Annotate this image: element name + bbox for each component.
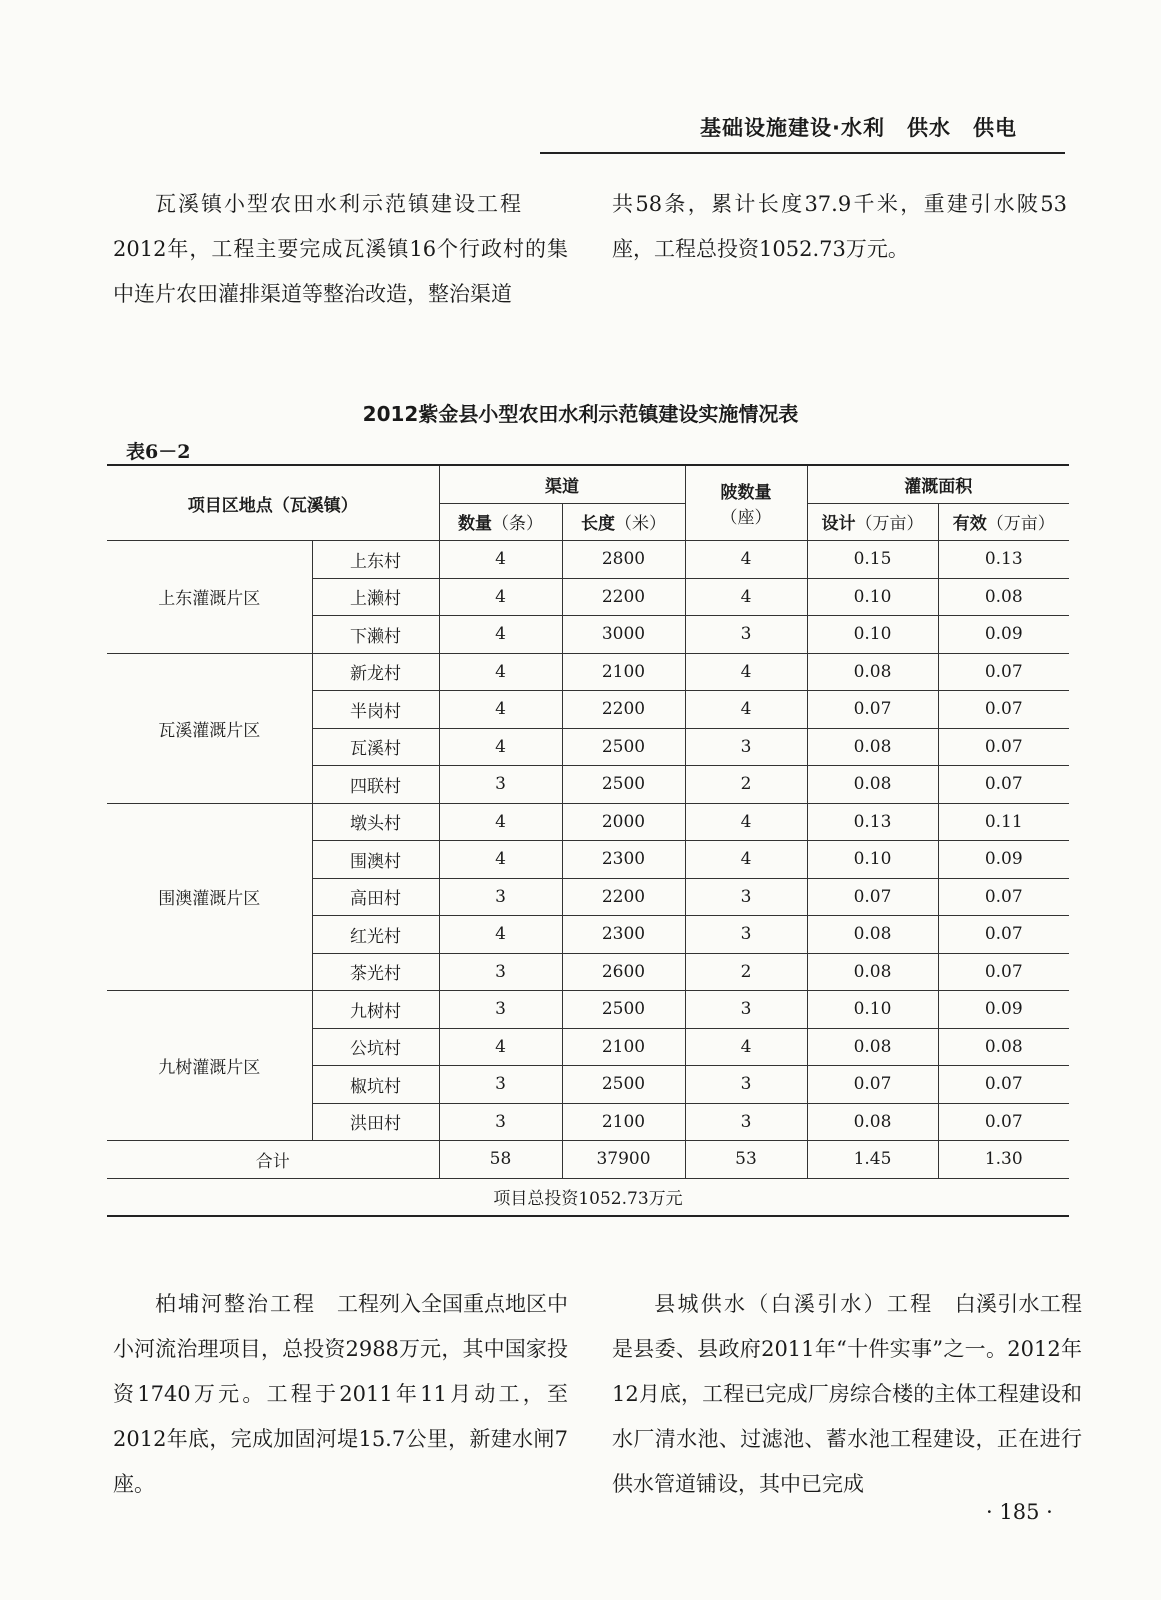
cell-count: 4 <box>439 541 562 579</box>
cell-length: 2100 <box>562 1028 685 1066</box>
cell-count: 3 <box>439 991 562 1029</box>
cell-count: 4 <box>439 578 562 616</box>
village-name: 围澳村 <box>312 841 439 879</box>
table-body <box>107 541 1069 1141</box>
cell-length: 2500 <box>562 1066 685 1104</box>
lower-left-text: 工程列入全国重点地区中小河流治理项目，总投资2988万元，其中国家投资1740万元。工程于2011年11月动工，至2012年底，完成加固河堤15.7公里，新建水闸7座。 <box>113 1292 568 1496</box>
cell-count: 3 <box>439 878 562 916</box>
cell-effective: 0.07 <box>938 953 1069 991</box>
zone-name: 九树灌溉片区 <box>107 991 312 1141</box>
cell-effective: 0.09 <box>938 616 1069 654</box>
header-effective <box>938 503 1069 541</box>
cell-effective: 0.07 <box>938 766 1069 804</box>
table-label: 表6－2 <box>126 441 191 463</box>
header-length <box>562 503 685 541</box>
cell-design: 0.10 <box>807 616 938 654</box>
cell-design: 0.08 <box>807 653 938 691</box>
table-row <box>107 991 1069 1029</box>
table-row <box>107 541 1069 579</box>
total-design: 1.45 <box>807 1141 938 1179</box>
cell-count: 3 <box>439 1103 562 1141</box>
cell-effective: 0.07 <box>938 691 1069 729</box>
intro-section-title: 瓦溪镇小型农田水利示范镇建设工程 <box>155 192 523 216</box>
zone-name: 上东灌溉片区 <box>107 541 312 654</box>
cell-length: 2800 <box>562 541 685 579</box>
intro-left-column <box>113 182 568 317</box>
cell-weirs: 3 <box>685 1066 807 1104</box>
village-name: 红光村 <box>312 916 439 954</box>
cell-count: 4 <box>439 616 562 654</box>
village-name: 公坑村 <box>312 1028 439 1066</box>
header-rule <box>540 152 1065 154</box>
lower-right-title: 县城供水（白溪引水）工程 <box>654 1292 934 1316</box>
village-name: 高田村 <box>312 878 439 916</box>
lower-right-column <box>612 1282 1082 1507</box>
cell-count: 4 <box>439 1028 562 1066</box>
cell-count: 3 <box>439 766 562 804</box>
cell-length: 2100 <box>562 653 685 691</box>
cell-effective: 0.08 <box>938 578 1069 616</box>
cell-weirs: 3 <box>685 728 807 766</box>
cell-design: 0.08 <box>807 1028 938 1066</box>
lower-right-text: 白溪引水工程是县委、县政府2011年“十件实事”之一。2012年12月底，工程已完成厂房综合楼的主体工程建设和水厂清水池、过滤池、蓄水池工程建设，正在进行供水管道铺设，其中已完成 <box>612 1292 1083 1496</box>
lower-left-title: 柏埔河整治工程 <box>155 1292 316 1316</box>
cell-length: 2200 <box>562 691 685 729</box>
running-header: 基础设施建设·水利 供水 供电 <box>700 116 1017 140</box>
village-name: 半岗村 <box>312 691 439 729</box>
village-name: 椒坑村 <box>312 1066 439 1104</box>
total-length: 37900 <box>562 1141 685 1179</box>
cell-effective: 0.07 <box>938 728 1069 766</box>
cell-length: 2200 <box>562 578 685 616</box>
header-channel: 渠道 <box>439 465 685 503</box>
village-name: 上濑村 <box>312 578 439 616</box>
zone-name: 瓦溪灌溉片区 <box>107 653 312 803</box>
cell-design: 0.08 <box>807 1103 938 1141</box>
header-location: 项目区地点（瓦溪镇） <box>107 465 439 541</box>
cell-length: 2100 <box>562 1103 685 1141</box>
village-name: 墩头村 <box>312 803 439 841</box>
village-name: 新龙村 <box>312 653 439 691</box>
cell-effective: 0.09 <box>938 991 1069 1029</box>
cell-weirs: 2 <box>685 953 807 991</box>
cell-weirs: 4 <box>685 691 807 729</box>
cell-weirs: 4 <box>685 541 807 579</box>
cell-effective: 0.07 <box>938 916 1069 954</box>
cell-design: 0.08 <box>807 916 938 954</box>
intro-right-column <box>612 182 1067 272</box>
cell-length: 2500 <box>562 728 685 766</box>
cell-count: 4 <box>439 841 562 879</box>
cell-design: 0.07 <box>807 691 938 729</box>
cell-length: 2300 <box>562 916 685 954</box>
cell-design: 0.10 <box>807 841 938 879</box>
village-name: 四联村 <box>312 766 439 804</box>
cell-weirs: 3 <box>685 616 807 654</box>
total-count: 58 <box>439 1141 562 1179</box>
cell-design: 0.08 <box>807 953 938 991</box>
table-row <box>107 803 1069 841</box>
cell-design: 0.10 <box>807 578 938 616</box>
cell-count: 4 <box>439 916 562 954</box>
header-effective-label: 有效 <box>952 514 987 535</box>
village-name: 九树村 <box>312 991 439 1029</box>
cell-length: 2500 <box>562 766 685 804</box>
cell-length: 2000 <box>562 803 685 841</box>
cell-length: 2200 <box>562 878 685 916</box>
cell-weirs: 2 <box>685 766 807 804</box>
total-weirs: 53 <box>685 1141 807 1179</box>
cell-count: 4 <box>439 803 562 841</box>
header-weir-unit: （座） <box>720 508 772 528</box>
cell-weirs: 4 <box>685 841 807 879</box>
cell-design: 0.08 <box>807 766 938 804</box>
header-design-unit: （万亩） <box>855 514 924 535</box>
cell-count: 4 <box>439 728 562 766</box>
header-weir-label: 陂数量 <box>720 483 772 503</box>
header-irrigation: 灌溉面积 <box>807 465 1069 503</box>
cell-design: 0.13 <box>807 803 938 841</box>
header-effective-unit: （万亩） <box>986 514 1055 535</box>
cell-design: 0.07 <box>807 878 938 916</box>
header-count-unit: （条） <box>492 514 543 535</box>
cell-effective: 0.08 <box>938 1028 1069 1066</box>
cell-design: 0.10 <box>807 991 938 1029</box>
village-name: 洪田村 <box>312 1103 439 1141</box>
header-count-label: 数量 <box>458 514 492 535</box>
village-name: 茶光村 <box>312 953 439 991</box>
intro-right-text: 共58条，累计长度37.9千米，重建引水陂53座，工程总投资1052.73万元。 <box>612 192 1067 261</box>
cell-design: 0.07 <box>807 1066 938 1104</box>
table-row <box>107 653 1069 691</box>
cell-weirs: 3 <box>685 1103 807 1141</box>
cell-count: 4 <box>439 691 562 729</box>
cell-effective: 0.07 <box>938 1103 1069 1141</box>
cell-weirs: 4 <box>685 653 807 691</box>
total-label: 合计 <box>107 1141 439 1179</box>
cell-effective: 0.13 <box>938 541 1069 579</box>
village-name: 下濑村 <box>312 616 439 654</box>
cell-effective: 0.07 <box>938 1066 1069 1104</box>
cell-effective: 0.07 <box>938 878 1069 916</box>
table-title: 2012紫金县小型农田水利示范镇建设实施情况表 <box>362 402 799 426</box>
cell-count: 3 <box>439 953 562 991</box>
lower-left-column <box>113 1282 568 1507</box>
cell-design: 0.08 <box>807 728 938 766</box>
header-length-label: 长度 <box>581 514 615 535</box>
header-weir <box>685 465 807 541</box>
cell-design: 0.15 <box>807 541 938 579</box>
header-length-unit: （米） <box>615 514 666 535</box>
village-name: 上东村 <box>312 541 439 579</box>
cell-effective: 0.07 <box>938 653 1069 691</box>
cell-length: 2600 <box>562 953 685 991</box>
cell-count: 3 <box>439 1066 562 1104</box>
cell-effective: 0.11 <box>938 803 1069 841</box>
zone-name: 围澳灌溉片区 <box>107 803 312 991</box>
total-investment: 项目总投资1052.73万元 <box>107 1178 1069 1216</box>
cell-weirs: 4 <box>685 1028 807 1066</box>
cell-count: 4 <box>439 653 562 691</box>
header-count <box>439 503 562 541</box>
cell-weirs: 4 <box>685 578 807 616</box>
cell-weirs: 3 <box>685 916 807 954</box>
intro-left-text: 2012年，工程主要完成瓦溪镇16个行政村的集中连片农田灌排渠道等整治改造，整治渠道 <box>113 237 568 306</box>
page-number: · 185 · <box>986 1500 1053 1524</box>
cell-length: 3000 <box>562 616 685 654</box>
header-design-label: 设计 <box>821 514 856 535</box>
investment-row <box>107 1178 1069 1216</box>
cell-effective: 0.09 <box>938 841 1069 879</box>
cell-weirs: 3 <box>685 991 807 1029</box>
total-effective: 1.30 <box>938 1141 1069 1179</box>
total-row <box>107 1141 1069 1179</box>
data-table <box>107 464 1069 1217</box>
cell-length: 2500 <box>562 991 685 1029</box>
village-name: 瓦溪村 <box>312 728 439 766</box>
cell-weirs: 3 <box>685 878 807 916</box>
header-design <box>807 503 938 541</box>
cell-length: 2300 <box>562 841 685 879</box>
cell-weirs: 4 <box>685 803 807 841</box>
